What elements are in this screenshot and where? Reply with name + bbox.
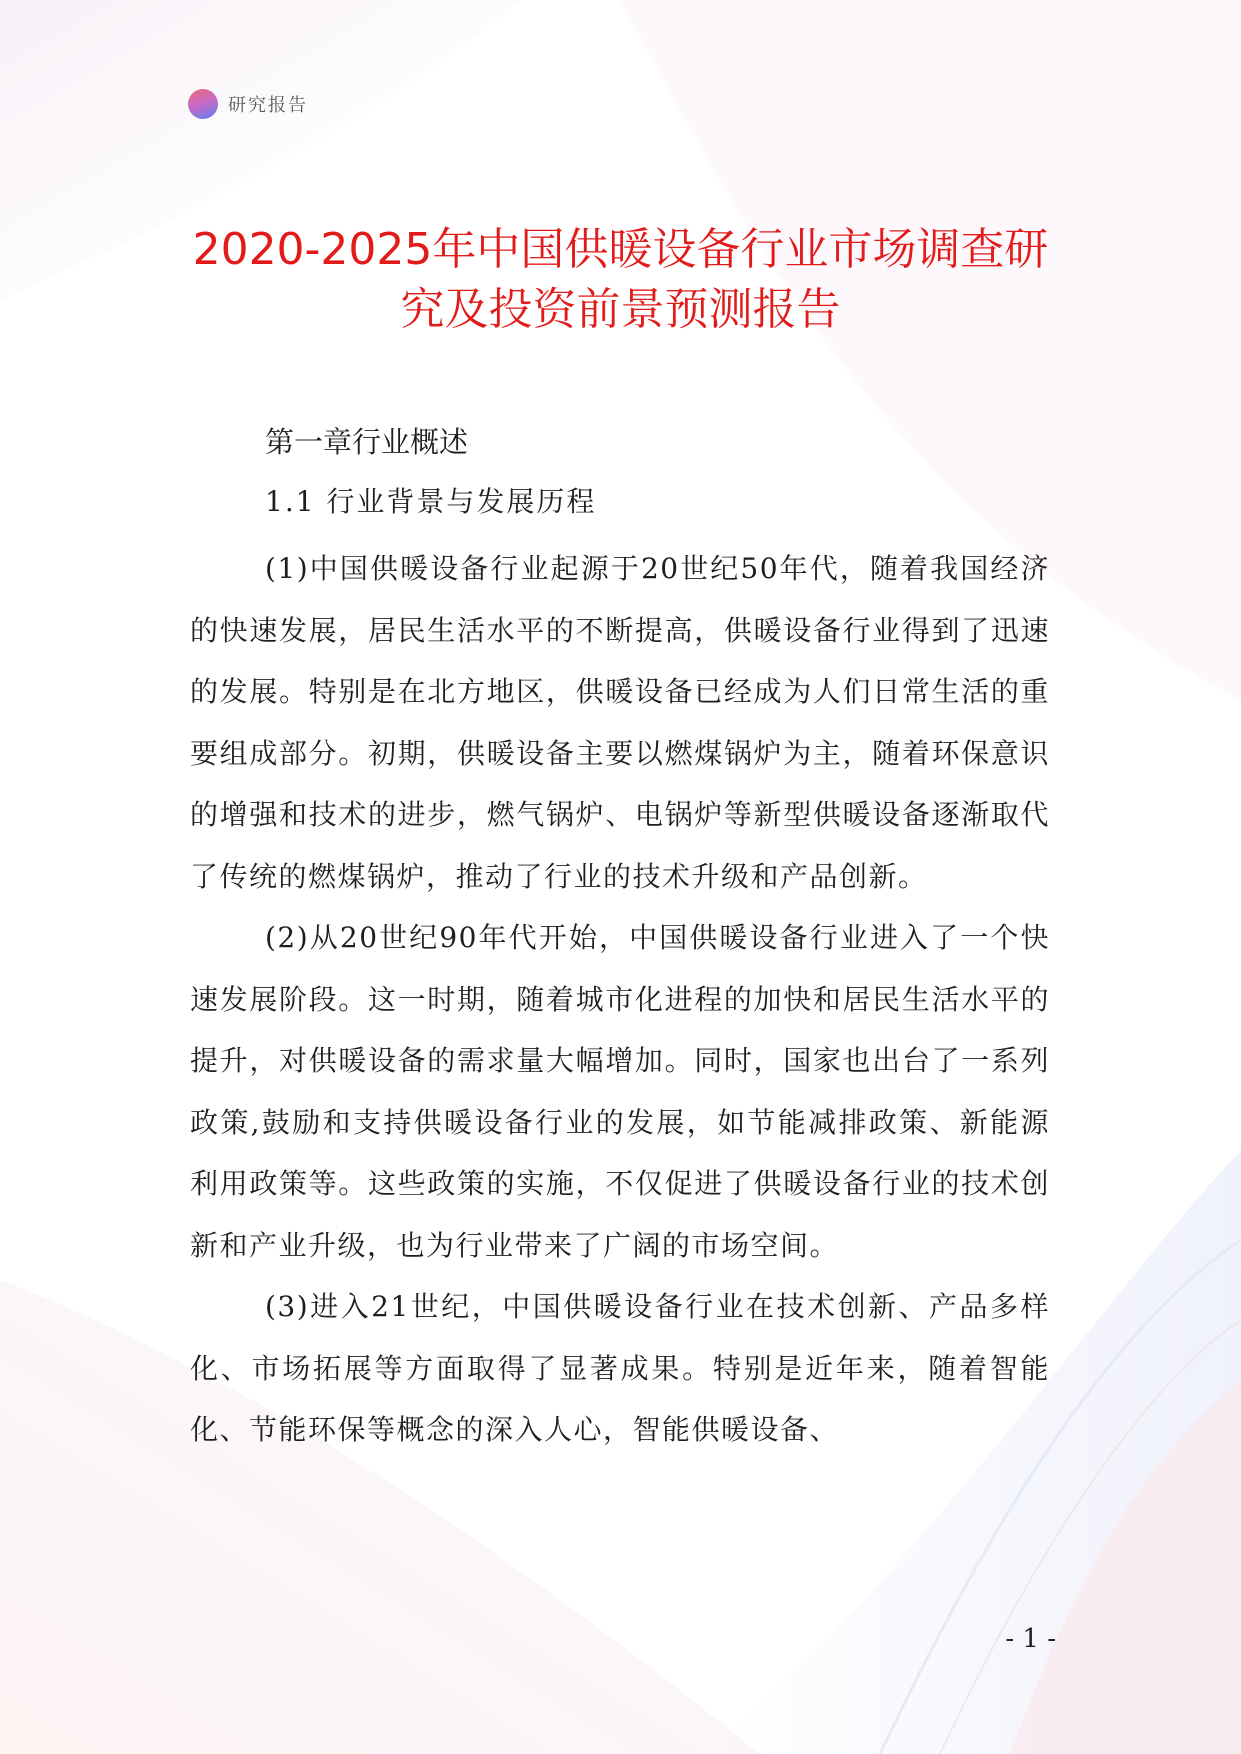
page-number: - 1 - — [1005, 1624, 1056, 1654]
report-title — [0, 220, 1241, 340]
paragraph-2: (2)从20世纪90年代开始，中国供暖设备行业进入了一个快速发展阶段。这一时期，随着城市化进程的加快和居民生活水平的提升，对供暖设备的需求量大幅增加。同时，国家也出台了一系列政策,鼓励和支持供暖设备行业的发展，如节能减排政策、新能源利用政策等。这些政策的实施，不仅促进了供暖设备行业的技术创新和产业升级，也为行业带来了广阔的市场空间。 — [190, 921, 1050, 1262]
section-heading: 1.1 行业背景与发展历程 — [265, 485, 597, 518]
paragraph-3: (3)进入21世纪，中国供暖设备行业在技术创新、产品多样化、市场拓展等方面取得了显著成果。特别是近年来，随着智能化、节能环保等概念的深入人心，智能供暖设备、 — [190, 1290, 1050, 1446]
report-title-line-2: 究及投资前景预测报告 — [400, 284, 841, 335]
paragraph-1: (1)中国供暖设备行业起源于20世纪50年代，随着我国经济的快速发展，居民生活水平的不断提高，供暖设备行业得到了迅速的发展。特别是在北方地区，供暖设备已经成为人们日常生活的重要组成部分。初期，供暖设备主要以燃煤锅炉为主，随着环保意识的增强和技术的进步，燃气锅炉、电锅炉等新型供暖设备逐渐取代了传统的燃煤锅炉，推动了行业的技术升级和产品创新。 — [190, 552, 1050, 893]
document-body — [190, 420, 1050, 1461]
report-title-line-1: 2020-2025年中国供暖设备行业市场调查研 — [192, 224, 1049, 275]
report-header — [188, 89, 308, 119]
gradient-circle-logo-icon — [188, 89, 218, 119]
header-label: 研究报告 — [228, 95, 308, 116]
chapter-heading: 第一章行业概述 — [265, 425, 469, 459]
